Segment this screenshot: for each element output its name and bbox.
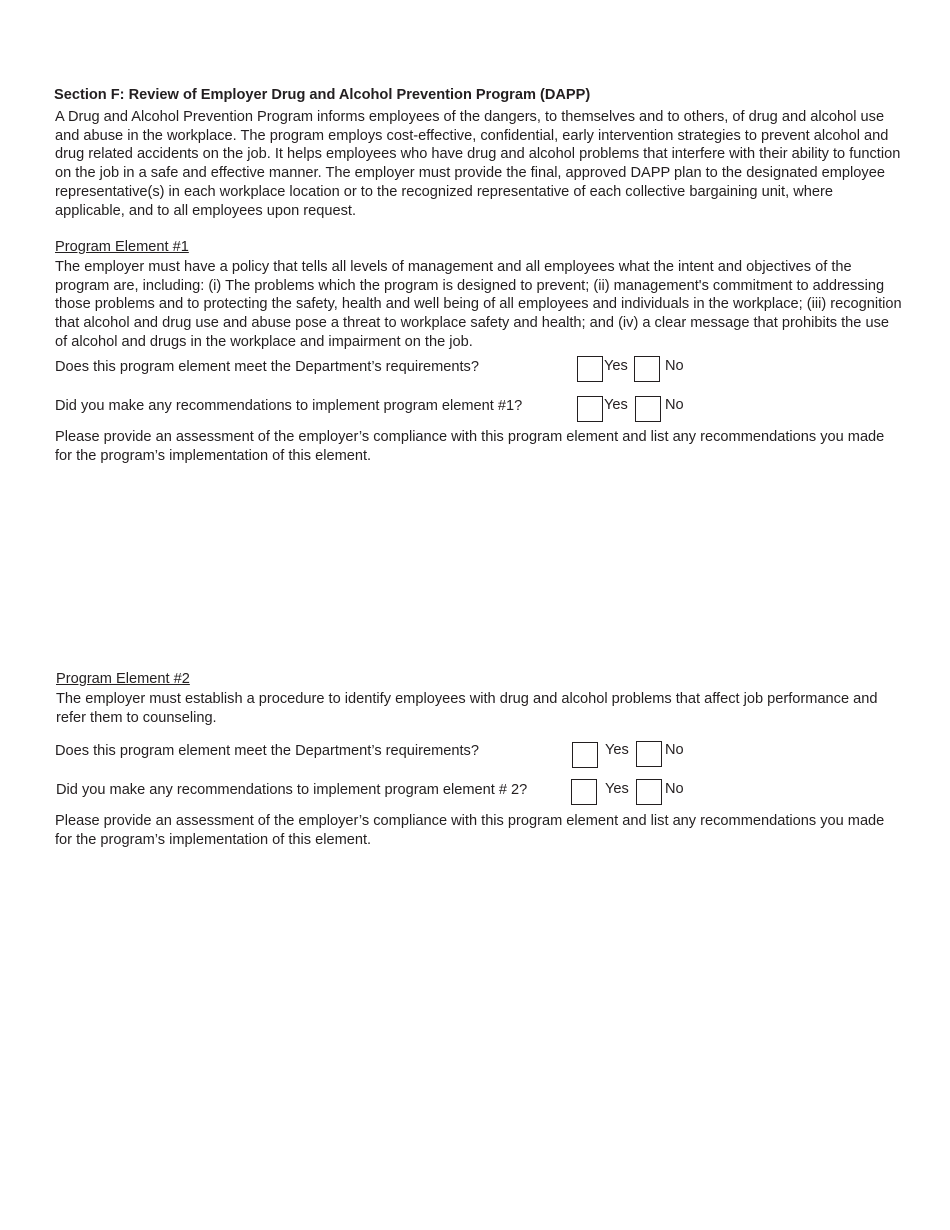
element2-meets-requirements-question: Does this program element meet the Department’s requirements? bbox=[55, 743, 479, 759]
element1-meets-yes-label: Yes bbox=[604, 358, 628, 374]
element2-description: The employer must establish a procedure to identify employees with drug and alcohol problems that affect job performance and refer them to counseling. bbox=[56, 691, 878, 726]
element1-assessment-prompt: Please provide an assessment of the employer’s compliance with this program element and list any recommendations you made for the program’s implementation of this element. bbox=[55, 429, 885, 464]
section-title: Section F: Review of Employer Drug and Alcohol Prevention Program (DAPP) bbox=[54, 87, 591, 103]
element1-heading: Program Element #1 bbox=[55, 239, 189, 255]
element1-meets-no-checkbox[interactable] bbox=[634, 356, 660, 382]
element2-recommend-no-checkbox[interactable] bbox=[636, 779, 662, 805]
element2-meets-yes-checkbox[interactable] bbox=[572, 742, 598, 768]
element1-recommendations-question: Did you make any recommendations to implement program element #1? bbox=[55, 398, 523, 414]
element2-meets-yes-label: Yes bbox=[605, 742, 629, 758]
element1-meets-yes-checkbox[interactable] bbox=[577, 356, 603, 382]
element1-recommend-no-checkbox[interactable] bbox=[635, 396, 661, 422]
element1-description: The employer must have a policy that tells all levels of management and all employees what the intent and objectives of the program are, including: (i) The problems which the program is designed to prevent; (ii) management's commitment to addressing those problems and to protecting the safety, health and well being of all employees and individuals in the workplace; (iii) recognition that alcohol and drug use and abuse pose a threat to workplace safety and health; and (iv) a clear message that prohibits the use of alcohol and drugs in the workplace and impairment on the job. bbox=[55, 259, 902, 350]
element2-assessment-prompt: Please provide an assessment of the employer’s compliance with this program element and list any recommendations you made for the program’s implementation of this element. bbox=[55, 813, 885, 848]
element1-recommend-yes-label: Yes bbox=[604, 397, 628, 413]
element2-meets-no-label: No bbox=[665, 742, 684, 758]
section-intro: A Drug and Alcohol Prevention Program informs employees of the dangers, to themselves and to others, of drug and alcohol use and abuse in the workplace. The program employs cost-effective, confidential, early intervention strategies to prevent alcohol and drug related accidents on the job. It helps employees who have drug and alcohol problems that interfere with their ability to function on the job in a safe and effective manner. The employer must provide the final, approved DAPP plan to the designated employee representative(s) in each workplace location or to the recognized representative of each collective bargaining unit, where applicable, and to all employees upon request. bbox=[55, 109, 901, 219]
element1-recommend-no-label: No bbox=[665, 397, 684, 413]
element2-recommend-no-label: No bbox=[665, 781, 684, 797]
element2-recommendations-question: Did you make any recommendations to implement program element # 2? bbox=[56, 782, 528, 798]
element2-recommend-yes-checkbox[interactable] bbox=[571, 779, 597, 805]
element2-heading: Program Element #2 bbox=[56, 671, 190, 687]
element1-meets-requirements-question: Does this program element meet the Department’s requirements? bbox=[55, 359, 479, 375]
element1-recommend-yes-checkbox[interactable] bbox=[577, 396, 603, 422]
element2-meets-no-checkbox[interactable] bbox=[636, 741, 662, 767]
element2-recommend-yes-label: Yes bbox=[605, 781, 629, 797]
element1-meets-no-label: No bbox=[665, 358, 684, 374]
